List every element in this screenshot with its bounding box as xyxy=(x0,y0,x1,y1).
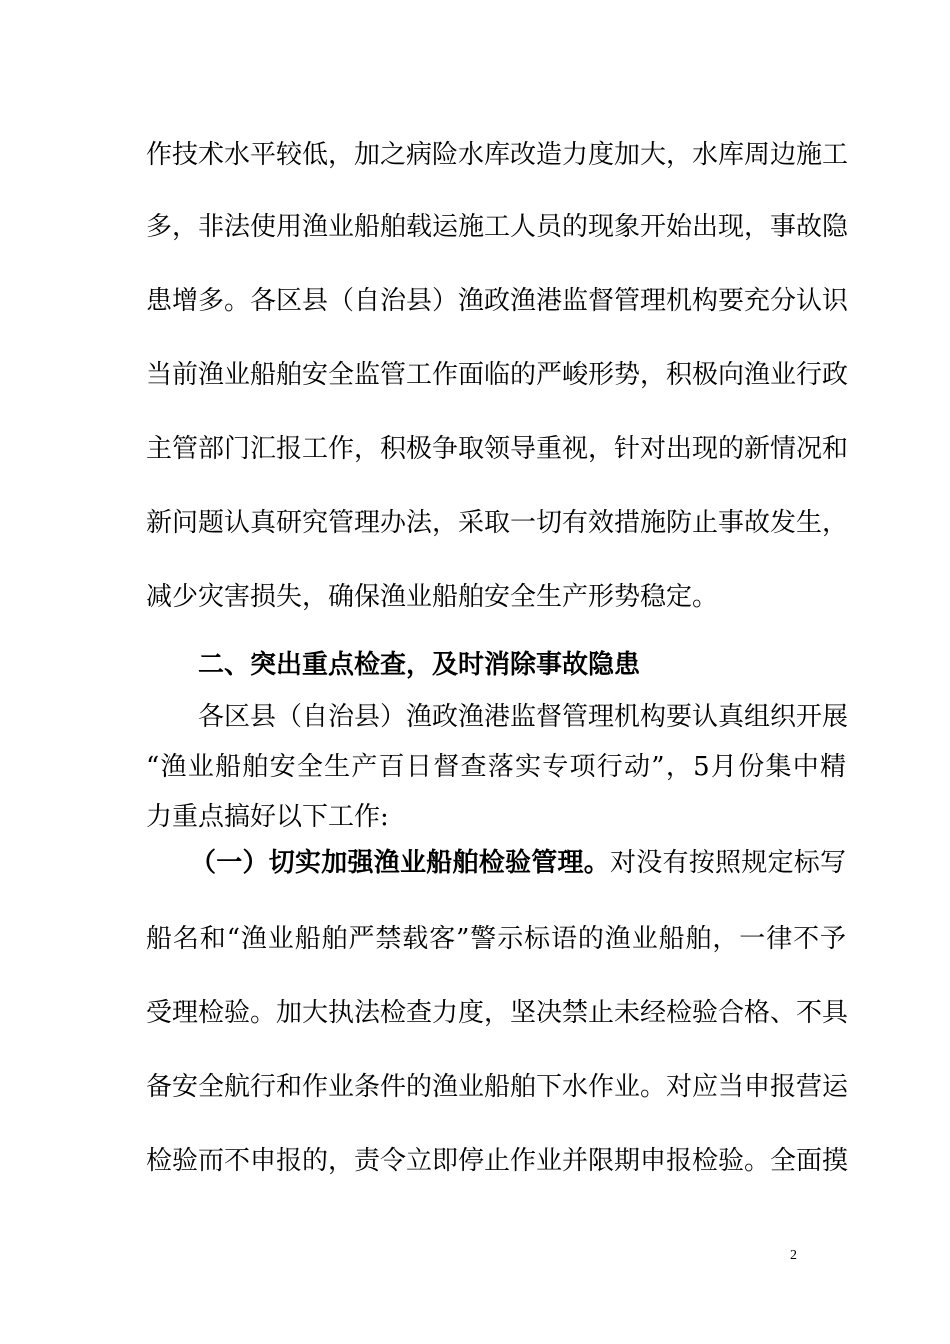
body-text-line: 患增多。各区县（自治县）渔政渔港监督管理机构要充分认识 xyxy=(146,286,849,316)
page-number: 2 xyxy=(790,1248,797,1263)
body-text-line: 船名和“渔业船舶严禁载客”警示标语的渔业船舶，一律不予 xyxy=(146,924,846,954)
item-first-line xyxy=(190,846,846,880)
body-text-line: 作技术水平较低，加之病险水库改造力度加大，水库周边施工 xyxy=(146,140,849,170)
body-text-line: 减少灾害损失，确保渔业船舶安全生产形势稳定。 xyxy=(146,582,719,612)
body-text-line: “渔业船舶安全生产百日督查落实专项行动”，5月份集中精 xyxy=(146,752,846,782)
body-text-line: 力重点搞好以下工作: xyxy=(146,802,389,832)
body-text-line: 备安全航行和作业条件的渔业船舶下水作业。对应当申报营运 xyxy=(146,1072,849,1102)
body-text-line: 多，非法使用渔业船舶载运施工人员的现象开始出现，事故隐 xyxy=(146,212,849,242)
body-text-line: 新问题认真研究管理办法，采取一切有效措施防止事故发生， xyxy=(146,508,849,538)
item-lead: （一）切实加强渔业船舶检验管理。 xyxy=(190,848,610,878)
item-text: 对没有按照规定标写 xyxy=(609,848,846,878)
section-heading: 二、突出重点检查，及时消除事故隐患 xyxy=(198,650,641,680)
body-text-line: 当前渔业船舶安全监管工作面临的严峻形势，积极向渔业行政 xyxy=(146,360,849,390)
body-text-line: 各区县（自治县）渔政渔港监督管理机构要认真组织开展 xyxy=(198,702,849,732)
body-text-line: 受理检验。加大执法检查力度，坚决禁止未经检验合格、不具 xyxy=(146,998,849,1028)
body-text-line: 主管部门汇报工作，积极争取领导重视，针对出现的新情况和 xyxy=(146,434,849,464)
body-text-line: 检验而不申报的，责令立即停止作业并限期申报检验。全面摸 xyxy=(146,1146,849,1176)
